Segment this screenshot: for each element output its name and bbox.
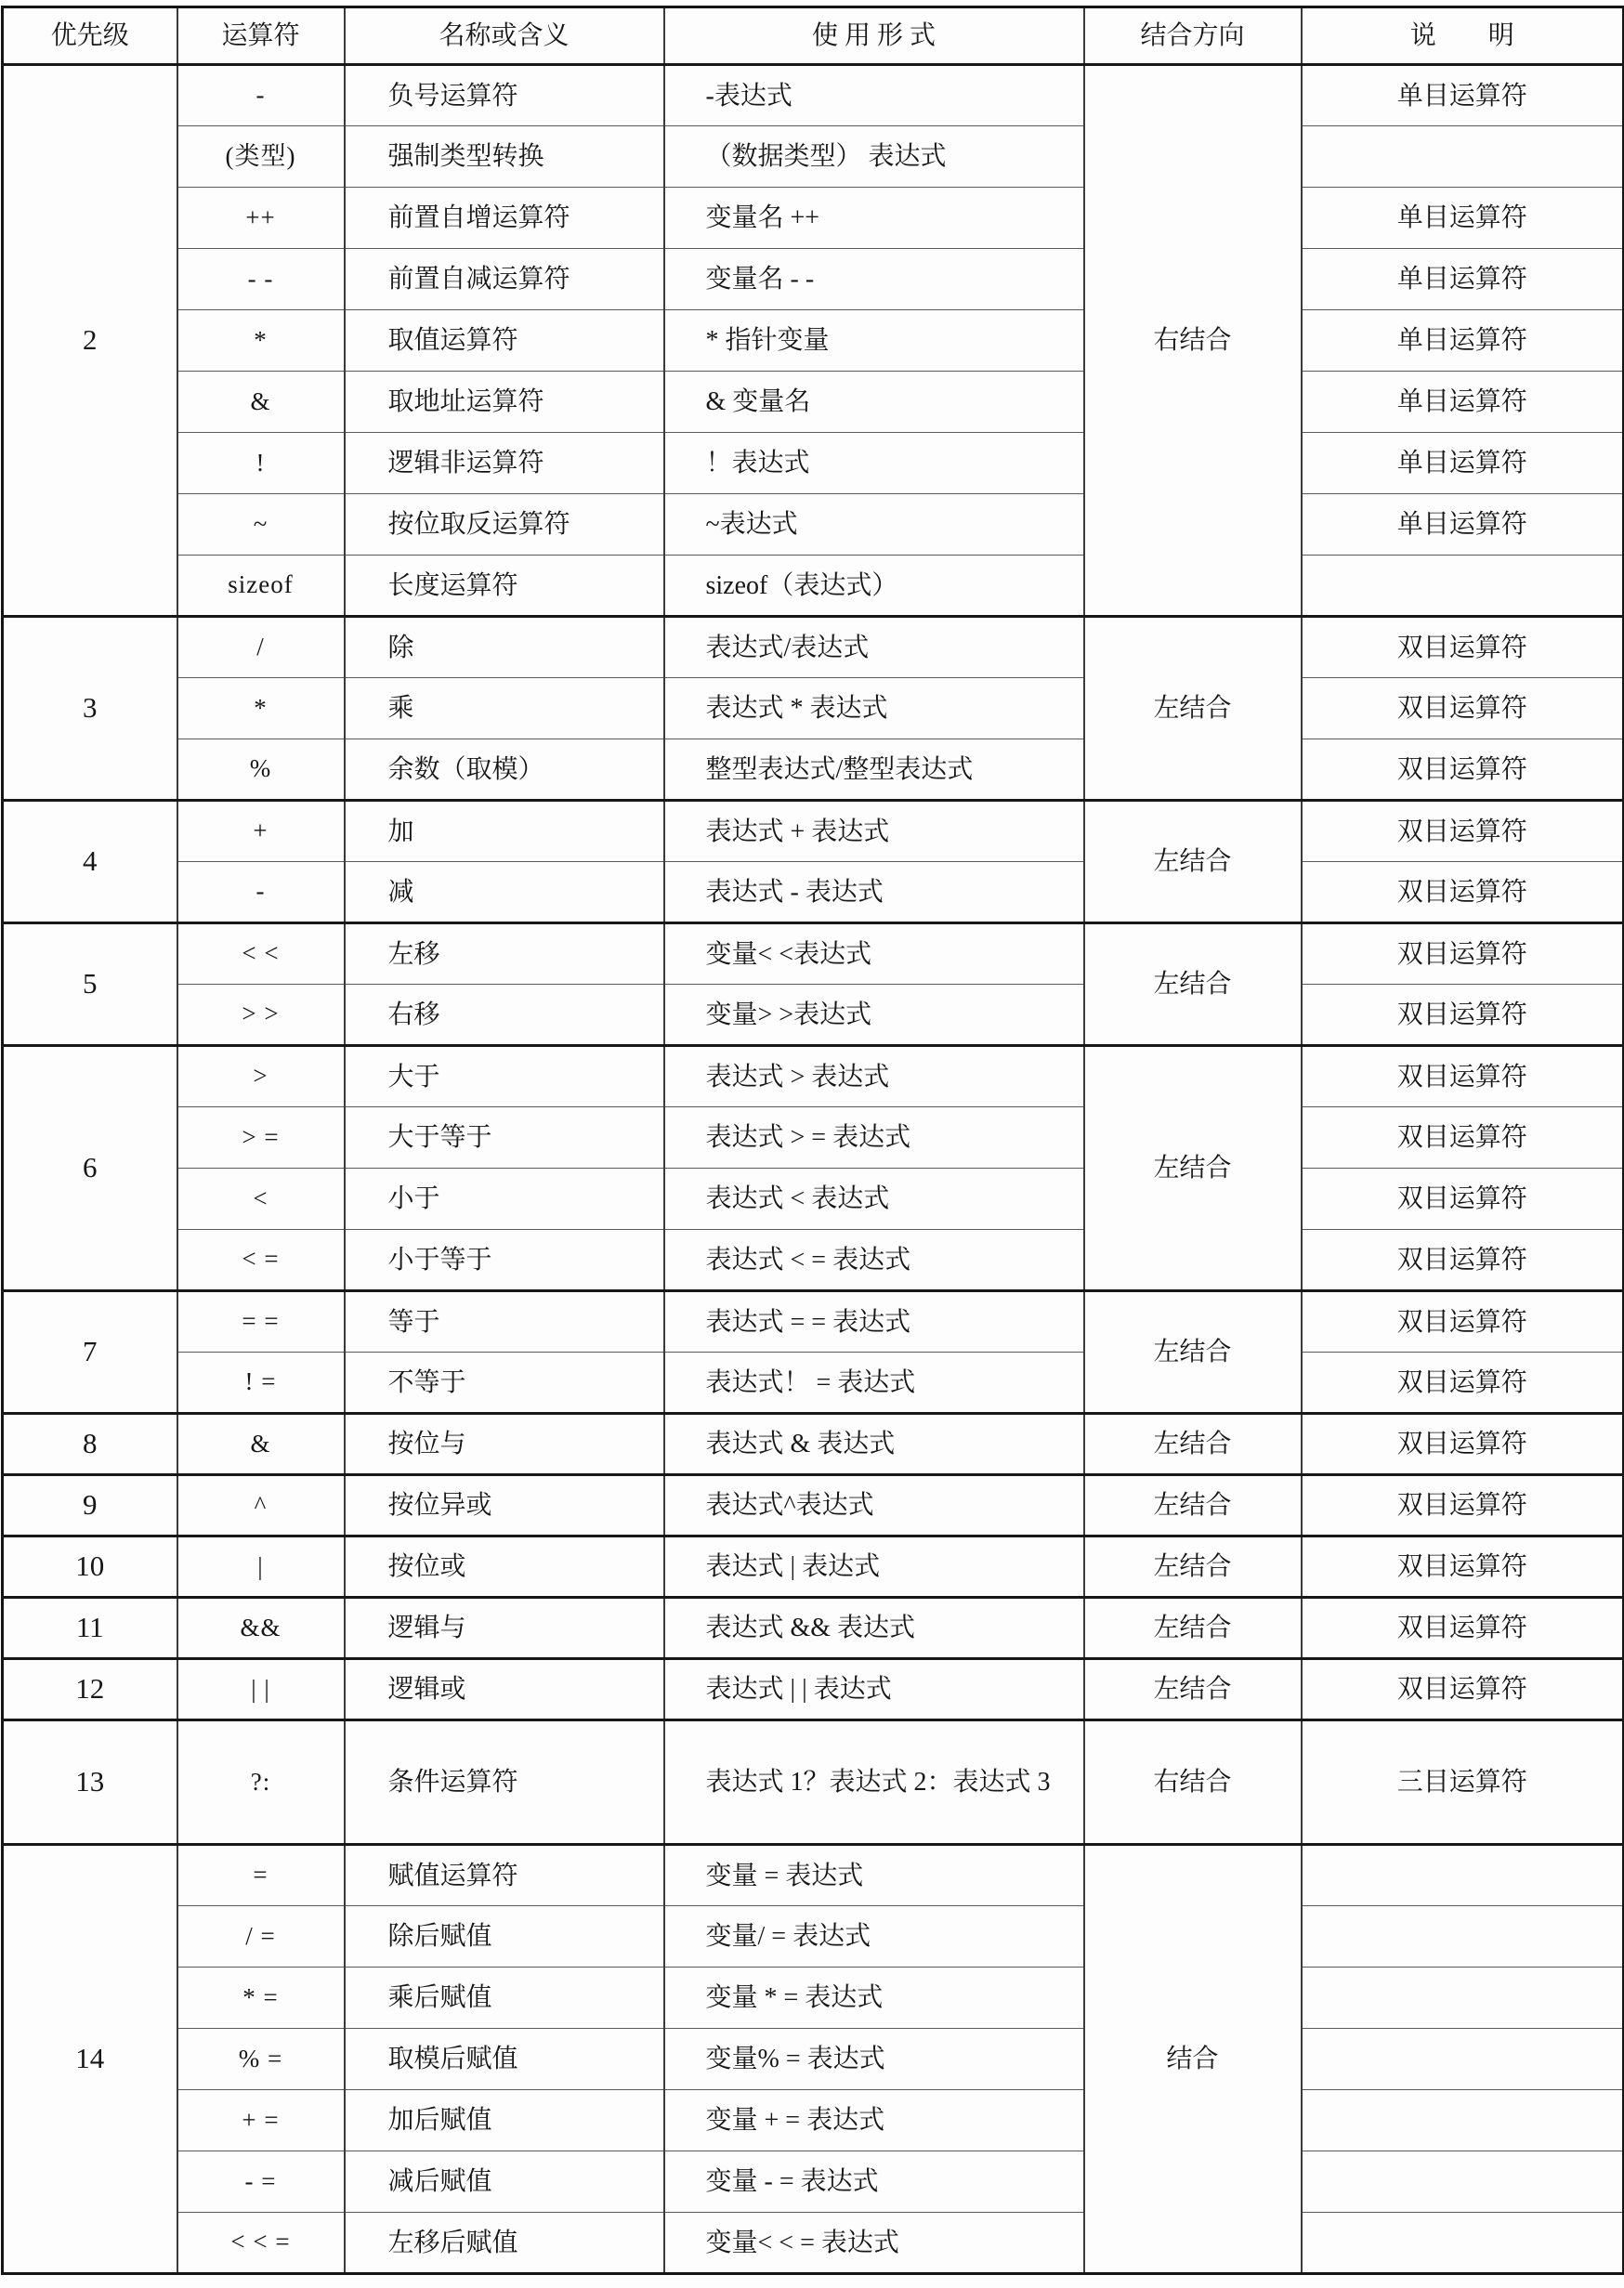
usage-cell: 表达式 - 表达式 xyxy=(664,862,1084,923)
usage-cell: * 指针变量 xyxy=(664,310,1084,372)
operator-cell: = xyxy=(177,1845,345,1906)
note-cell: 单目运算符 xyxy=(1302,494,1624,556)
operator-cell: - xyxy=(177,65,345,126)
usage-cell: 变量 - = 表达式 xyxy=(664,2151,1084,2213)
usage-cell: 表达式！ = 表达式 xyxy=(664,1353,1084,1414)
priority-cell: 3 xyxy=(3,617,177,801)
table-row xyxy=(3,2151,1624,2213)
assoc-cell: 左结合 xyxy=(1084,801,1302,923)
operator-cell: + xyxy=(177,801,345,862)
meaning-cell: 左移 xyxy=(345,923,664,985)
usage-cell: 表达式 < 表达式 xyxy=(664,1169,1084,1230)
table-row xyxy=(3,617,1624,678)
note-cell xyxy=(1302,1845,1624,1906)
assoc-cell: 左结合 xyxy=(1084,923,1302,1046)
operator-cell: / = xyxy=(177,1906,345,1968)
operator-cell: ! = xyxy=(177,1353,345,1414)
meaning-cell: 逻辑与 xyxy=(345,1598,664,1659)
operator-cell: | | xyxy=(177,1659,345,1720)
assoc-cell: 左结合 xyxy=(1084,1659,1302,1720)
header-note: 说 明 xyxy=(1302,7,1624,65)
usage-cell: （数据类型） 表达式 xyxy=(664,126,1084,188)
meaning-cell: 乘后赋值 xyxy=(345,1968,664,2029)
table-row xyxy=(3,1107,1624,1169)
operator-cell: - xyxy=(177,862,345,923)
note-cell xyxy=(1302,2151,1624,2213)
priority-cell: 6 xyxy=(3,1046,177,1291)
usage-cell: & 变量名 xyxy=(664,372,1084,433)
priority-cell: 2 xyxy=(3,65,177,617)
priority-cell: 5 xyxy=(3,923,177,1046)
note-cell: 双目运算符 xyxy=(1302,923,1624,985)
note-cell: 双目运算符 xyxy=(1302,1291,1624,1353)
operator-cell: > = xyxy=(177,1107,345,1169)
table-row xyxy=(3,2213,1624,2274)
note-cell: 单目运算符 xyxy=(1302,372,1624,433)
operator-cell: (类型) xyxy=(177,126,345,188)
table-row xyxy=(3,1291,1624,1353)
operator-cell: + = xyxy=(177,2090,345,2151)
meaning-cell: 按位或 xyxy=(345,1536,664,1598)
meaning-cell: 乘 xyxy=(345,678,664,739)
operator-cell: * xyxy=(177,678,345,739)
header-assoc: 结合方向 xyxy=(1084,7,1302,65)
usage-cell: 表达式 > 表达式 xyxy=(664,1046,1084,1107)
table-row xyxy=(3,556,1624,617)
table-row xyxy=(3,1169,1624,1230)
table-row xyxy=(3,1845,1624,1906)
table-row xyxy=(3,188,1624,249)
note-cell: 双目运算符 xyxy=(1302,1414,1624,1475)
meaning-cell: 大于等于 xyxy=(345,1107,664,1169)
meaning-cell: 除 xyxy=(345,617,664,678)
priority-cell: 8 xyxy=(3,1414,177,1475)
note-cell: 双目运算符 xyxy=(1302,1230,1624,1291)
usage-cell: -表达式 xyxy=(664,65,1084,126)
usage-cell: ~表达式 xyxy=(664,494,1084,556)
meaning-cell: 左移后赋值 xyxy=(345,2213,664,2274)
operator-cell: * = xyxy=(177,1968,345,2029)
priority-cell: 10 xyxy=(3,1536,177,1598)
usage-cell: 表达式 * 表达式 xyxy=(664,678,1084,739)
header-priority: 优先级 xyxy=(3,7,177,65)
note-cell: 双目运算符 xyxy=(1302,1107,1624,1169)
operator-cell: < xyxy=(177,1169,345,1230)
priority-cell: 14 xyxy=(3,1845,177,2274)
usage-cell: 变量% = 表达式 xyxy=(664,2029,1084,2090)
operator-cell: = = xyxy=(177,1291,345,1353)
usage-cell: 表达式 | | 表达式 xyxy=(664,1659,1084,1720)
meaning-cell: 减后赋值 xyxy=(345,2151,664,2213)
note-cell xyxy=(1302,1906,1624,1968)
note-cell: 单目运算符 xyxy=(1302,188,1624,249)
usage-cell: 变量 * = 表达式 xyxy=(664,1968,1084,2029)
usage-cell: 整型表达式/整型表达式 xyxy=(664,739,1084,801)
table-row xyxy=(3,1046,1624,1107)
usage-cell: ！表达式 xyxy=(664,433,1084,494)
meaning-cell: 小于 xyxy=(345,1169,664,1230)
table-row xyxy=(3,1659,1624,1720)
note-cell xyxy=(1302,2090,1624,2151)
assoc-cell: 左结合 xyxy=(1084,1536,1302,1598)
table-row xyxy=(3,1968,1624,2029)
usage-cell: 变量 = 表达式 xyxy=(664,1845,1084,1906)
note-cell: 双目运算符 xyxy=(1302,985,1624,1046)
assoc-cell: 左结合 xyxy=(1084,1291,1302,1414)
assoc-cell: 左结合 xyxy=(1084,617,1302,801)
usage-cell: 表达式 | 表达式 xyxy=(664,1536,1084,1598)
note-cell: 双目运算符 xyxy=(1302,1659,1624,1720)
meaning-cell: 按位取反运算符 xyxy=(345,494,664,556)
note-cell: 双目运算符 xyxy=(1302,1169,1624,1230)
table-row xyxy=(3,1598,1624,1659)
assoc-cell: 右结合 xyxy=(1084,1720,1302,1845)
table-row xyxy=(3,249,1624,310)
operator-cell: / xyxy=(177,617,345,678)
operator-cell: < < xyxy=(177,923,345,985)
meaning-cell: 除后赋值 xyxy=(345,1906,664,1968)
header-operator: 运算符 xyxy=(177,7,345,65)
usage-cell: 变量/ = 表达式 xyxy=(664,1906,1084,1968)
meaning-cell: 按位与 xyxy=(345,1414,664,1475)
meaning-cell: 右移 xyxy=(345,985,664,1046)
table-header xyxy=(3,7,1624,65)
usage-cell: 变量< <表达式 xyxy=(664,923,1084,985)
table-row xyxy=(3,801,1624,862)
assoc-cell: 左结合 xyxy=(1084,1475,1302,1536)
operator-cell: | xyxy=(177,1536,345,1598)
table-row xyxy=(3,433,1624,494)
table-row xyxy=(3,1353,1624,1414)
table-row xyxy=(3,1720,1624,1845)
priority-cell: 12 xyxy=(3,1659,177,1720)
priority-cell: 9 xyxy=(3,1475,177,1536)
header-usage: 使 用 形 式 xyxy=(664,7,1084,65)
meaning-cell: 逻辑或 xyxy=(345,1659,664,1720)
table-row xyxy=(3,494,1624,556)
table-row xyxy=(3,1230,1624,1291)
operator-cell: sizeof xyxy=(177,556,345,617)
table-row xyxy=(3,1414,1624,1475)
usage-cell: 表达式 1？表达式 2：表达式 3 xyxy=(664,1720,1084,1845)
operator-cell: < = xyxy=(177,1230,345,1291)
note-cell: 双目运算符 xyxy=(1302,739,1624,801)
meaning-cell: 取地址运算符 xyxy=(345,372,664,433)
usage-cell: 表达式 > = 表达式 xyxy=(664,1107,1084,1169)
usage-cell: 表达式 & 表达式 xyxy=(664,1414,1084,1475)
operator-precedence-table xyxy=(1,6,1624,2275)
operator-table-body xyxy=(3,65,1624,2274)
note-cell: 双目运算符 xyxy=(1302,1475,1624,1536)
operator-cell: & xyxy=(177,1414,345,1475)
priority-cell: 7 xyxy=(3,1291,177,1414)
assoc-cell: 结合 xyxy=(1084,1845,1302,2274)
operator-cell: && xyxy=(177,1598,345,1659)
meaning-cell: 大于 xyxy=(345,1046,664,1107)
meaning-cell: 小于等于 xyxy=(345,1230,664,1291)
note-cell xyxy=(1302,1968,1624,2029)
table-row xyxy=(3,1536,1624,1598)
table-row xyxy=(3,126,1624,188)
usage-cell: 表达式 + 表达式 xyxy=(664,801,1084,862)
operator-cell: % = xyxy=(177,2029,345,2090)
meaning-cell: 减 xyxy=(345,862,664,923)
table-row xyxy=(3,2090,1624,2151)
usage-cell: 表达式 < = 表达式 xyxy=(664,1230,1084,1291)
usage-cell: 表达式^表达式 xyxy=(664,1475,1084,1536)
table-row xyxy=(3,1475,1624,1536)
meaning-cell: 取值运算符 xyxy=(345,310,664,372)
usage-cell: 表达式/表达式 xyxy=(664,617,1084,678)
priority-cell: 11 xyxy=(3,1598,177,1659)
header-row xyxy=(3,7,1624,65)
meaning-cell: 负号运算符 xyxy=(345,65,664,126)
usage-cell: 变量名 ++ xyxy=(664,188,1084,249)
note-cell: 双目运算符 xyxy=(1302,678,1624,739)
table-row xyxy=(3,2029,1624,2090)
note-cell: 单目运算符 xyxy=(1302,65,1624,126)
meaning-cell: 逻辑非运算符 xyxy=(345,433,664,494)
meaning-cell: 按位异或 xyxy=(345,1475,664,1536)
meaning-cell: 强制类型转换 xyxy=(345,126,664,188)
meaning-cell: 取模后赋值 xyxy=(345,2029,664,2090)
operator-cell: % xyxy=(177,739,345,801)
meaning-cell: 不等于 xyxy=(345,1353,664,1414)
assoc-cell: 左结合 xyxy=(1084,1598,1302,1659)
note-cell: 单目运算符 xyxy=(1302,249,1624,310)
meaning-cell: 长度运算符 xyxy=(345,556,664,617)
note-cell: 单目运算符 xyxy=(1302,310,1624,372)
meaning-cell: 余数（取模） xyxy=(345,739,664,801)
table-row xyxy=(3,739,1624,801)
operator-cell: * xyxy=(177,310,345,372)
table-row xyxy=(3,862,1624,923)
operator-cell: ?: xyxy=(177,1720,345,1845)
note-cell xyxy=(1302,2029,1624,2090)
meaning-cell: 条件运算符 xyxy=(345,1720,664,1845)
meaning-cell: 前置自增运算符 xyxy=(345,188,664,249)
note-cell: 双目运算符 xyxy=(1302,617,1624,678)
note-cell: 双目运算符 xyxy=(1302,1046,1624,1107)
usage-cell: 表达式 && 表达式 xyxy=(664,1598,1084,1659)
operator-cell: > xyxy=(177,1046,345,1107)
note-cell: 三目运算符 xyxy=(1302,1720,1624,1845)
usage-cell: 变量> >表达式 xyxy=(664,985,1084,1046)
operator-cell: ! xyxy=(177,433,345,494)
meaning-cell: 等于 xyxy=(345,1291,664,1353)
assoc-cell: 左结合 xyxy=(1084,1046,1302,1291)
meaning-cell: 加后赋值 xyxy=(345,2090,664,2151)
operator-cell: - - xyxy=(177,249,345,310)
note-cell xyxy=(1302,556,1624,617)
table-row xyxy=(3,372,1624,433)
header-meaning: 名称或含义 xyxy=(345,7,664,65)
note-cell: 双目运算符 xyxy=(1302,1598,1624,1659)
operator-cell: ^ xyxy=(177,1475,345,1536)
meaning-cell: 加 xyxy=(345,801,664,862)
usage-cell: 表达式 = = 表达式 xyxy=(664,1291,1084,1353)
operator-cell: > > xyxy=(177,985,345,1046)
usage-cell: 变量名 - - xyxy=(664,249,1084,310)
usage-cell: 变量< < = 表达式 xyxy=(664,2213,1084,2274)
meaning-cell: 赋值运算符 xyxy=(345,1845,664,1906)
meaning-cell: 前置自减运算符 xyxy=(345,249,664,310)
priority-cell: 13 xyxy=(3,1720,177,1845)
operator-cell: ~ xyxy=(177,494,345,556)
operator-cell: < < = xyxy=(177,2213,345,2274)
usage-cell: sizeof（表达式） xyxy=(664,556,1084,617)
note-cell xyxy=(1302,126,1624,188)
operator-cell: ++ xyxy=(177,188,345,249)
table-row xyxy=(3,985,1624,1046)
priority-cell: 4 xyxy=(3,801,177,923)
note-cell: 双目运算符 xyxy=(1302,1353,1624,1414)
note-cell: 双目运算符 xyxy=(1302,801,1624,862)
scanned-page xyxy=(0,6,1624,2288)
table-row xyxy=(3,310,1624,372)
operator-cell: & xyxy=(177,372,345,433)
table-row xyxy=(3,1906,1624,1968)
usage-cell: 变量 + = 表达式 xyxy=(664,2090,1084,2151)
note-cell: 双目运算符 xyxy=(1302,862,1624,923)
assoc-cell: 左结合 xyxy=(1084,1414,1302,1475)
note-cell xyxy=(1302,2213,1624,2274)
note-cell: 单目运算符 xyxy=(1302,433,1624,494)
table-row xyxy=(3,65,1624,126)
table-row xyxy=(3,678,1624,739)
assoc-cell: 右结合 xyxy=(1084,65,1302,617)
table-row xyxy=(3,923,1624,985)
operator-cell: - = xyxy=(177,2151,345,2213)
note-cell: 双目运算符 xyxy=(1302,1536,1624,1598)
